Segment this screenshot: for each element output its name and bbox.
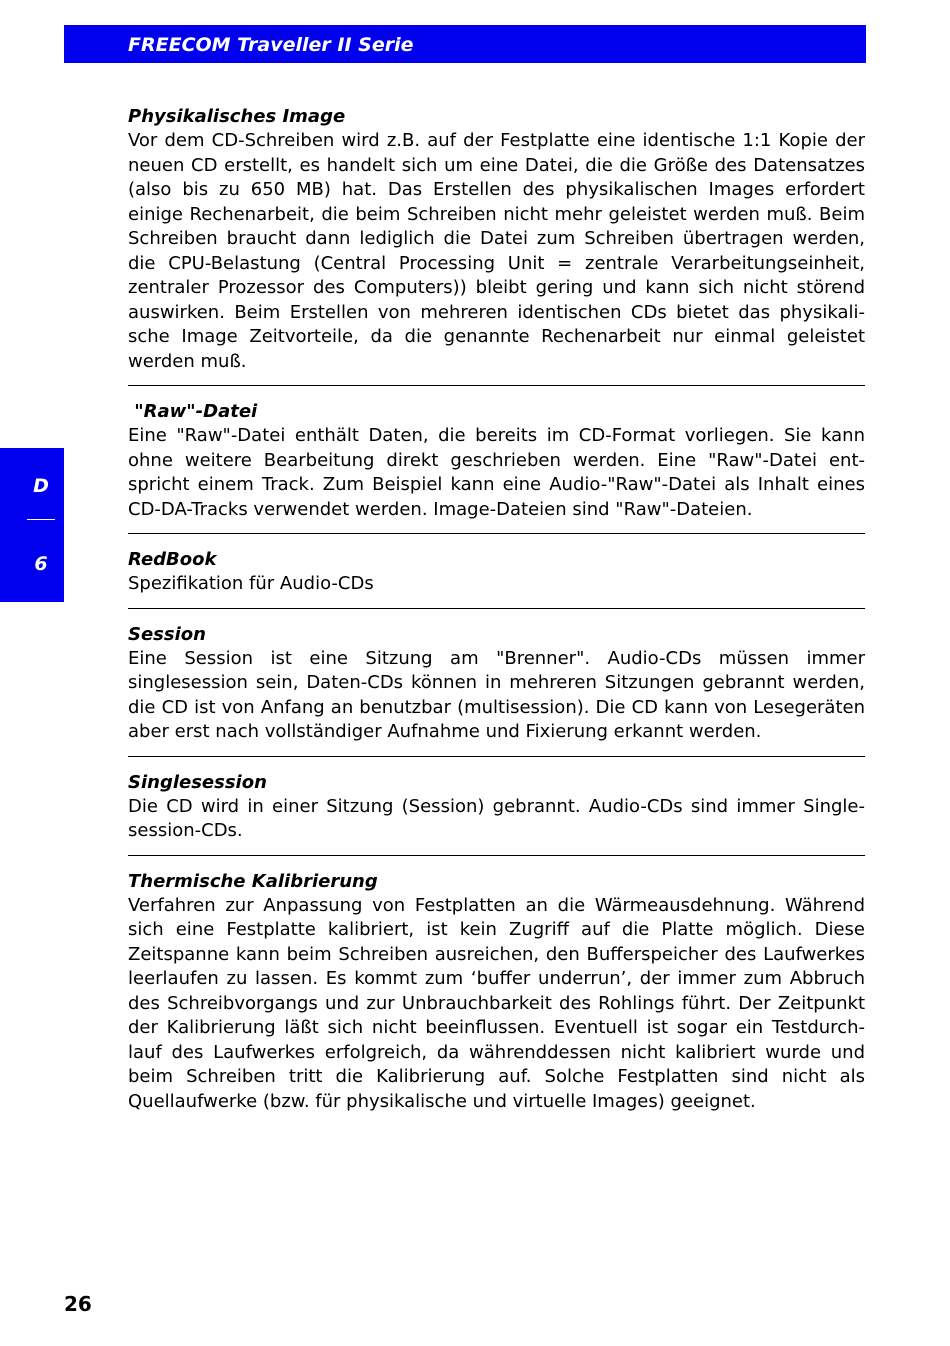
- chapter-number: 6: [34, 553, 48, 575]
- entry-heading: RedBook: [128, 549, 217, 570]
- glossary-entry-thermische-kalibrierung: [128, 855, 865, 1115]
- entry-text: Die CD wird in einer Sitzung (Session) gebrannt. Audio-CDs sind immer Single-session-CDs.: [128, 795, 865, 841]
- glossary-entry-singlesession: [128, 756, 865, 844]
- page-number: 26: [64, 1292, 92, 1316]
- entry-text: Vor dem CD-Schreiben wird z.B. auf der Festplatte eine identische 1:1 Kopie der neuen CD erstellt, es handelt sich um eine Datei, die die Größe des Datensatzes (also bis zu 650 MB) hat. Das Erstellen des physikalischen Images erfordert einige Rechenarbeit, die beim Schreiben nicht mehr geleistet werden muß. Beim Schreiben braucht dann lediglich die Datei zum Schreiben übertragen werden, die CPU-Belastung (Central Processing Unit = zentrale Verarbeitungseinheit, zentraler Prozessor des Computers)) bleibt gering und kann sich nicht störend auswirken. Beim Erstellen von mehreren identischen CDs bietet das physikali-sche Image Zeitvorteile, da die genannte Rechenarbeit nur einmal geleistet werden muß.: [128, 130, 865, 372]
- entry-text: Eine "Raw"-Datei enthält Daten, die bereits im CD-Format vorliegen. Sie kann ohne weitere Bearbeitung direkt geschrieben werden. Eine "Raw"-Datei ent-spricht einem Track. Zum Beispiel kann eine Audio-"Raw"-Datei als Inhalt eines CD-DA-Tracks verwendet werden. Image-Dateien sind "Raw"-Dateien.: [128, 425, 865, 520]
- entry-text: Spezifikation für Audio-CDs: [128, 573, 374, 594]
- glossary-entry-raw-datei: [128, 385, 865, 522]
- header-bar: [64, 25, 866, 63]
- header-title: FREECOM Traveller II Serie: [128, 34, 414, 56]
- glossary-content: [128, 105, 865, 1114]
- glossary-entry-redbook: [128, 533, 865, 597]
- entry-heading: Thermische Kalibrierung: [128, 870, 378, 892]
- entry-text: Verfahren zur Anpassung von Festplatten an die Wärmeausdehnung. Während sich eine Festplatte kalibriert, ist kein Zugriff auf die Platte möglich. Diese Zeitspanne kann beim Schreiben ausreichen, den Bufferspeicher des Laufwerkes leerlaufen zu lassen. Es kommt zum ‘buffer underrun’, der immer zum Abbruch des Schreibvorgangs und zur Unbrauchbarkeit des Rohlings führt. Der Zeitpunkt der Kalibrierung läßt sich nicht beeinflussen. Eventuell ist sogar ein Testdurch-lauf des Laufwerkes erfolgreich, da währenddessen nicht kalibriert wurde und beim Schreiben tritt die Kalibrierung auf. Solche Festplatten sind nicht als Quellaufwerke (bzw. für physikalische und virtuelle Images) geeignet.: [128, 894, 865, 1112]
- entry-heading: "Raw"-Datei: [128, 401, 258, 422]
- entry-text: Eine Session ist eine Sitzung am "Brenner". Audio-CDs müssen immer singlesession sein, Daten-CDs können in mehreren Sitzungen gebrannt werden, die CD ist von Anfang an benutzbar (multisession). Die CD kann von Lesegeräten aber erst nach vollständiger Aufnahme und Fixierung erkannt werden.: [128, 647, 865, 742]
- chapter-side-tab: [0, 448, 64, 602]
- entry-heading: Physikalisches Image: [128, 106, 346, 127]
- entry-heading: Session: [128, 623, 206, 645]
- entry-heading: Singlesession: [128, 771, 267, 793]
- glossary-entry-physikalisches-image: [128, 105, 865, 374]
- side-tab-divider: [27, 519, 55, 520]
- glossary-entry-session: [128, 608, 865, 745]
- language-marker: D: [33, 475, 49, 497]
